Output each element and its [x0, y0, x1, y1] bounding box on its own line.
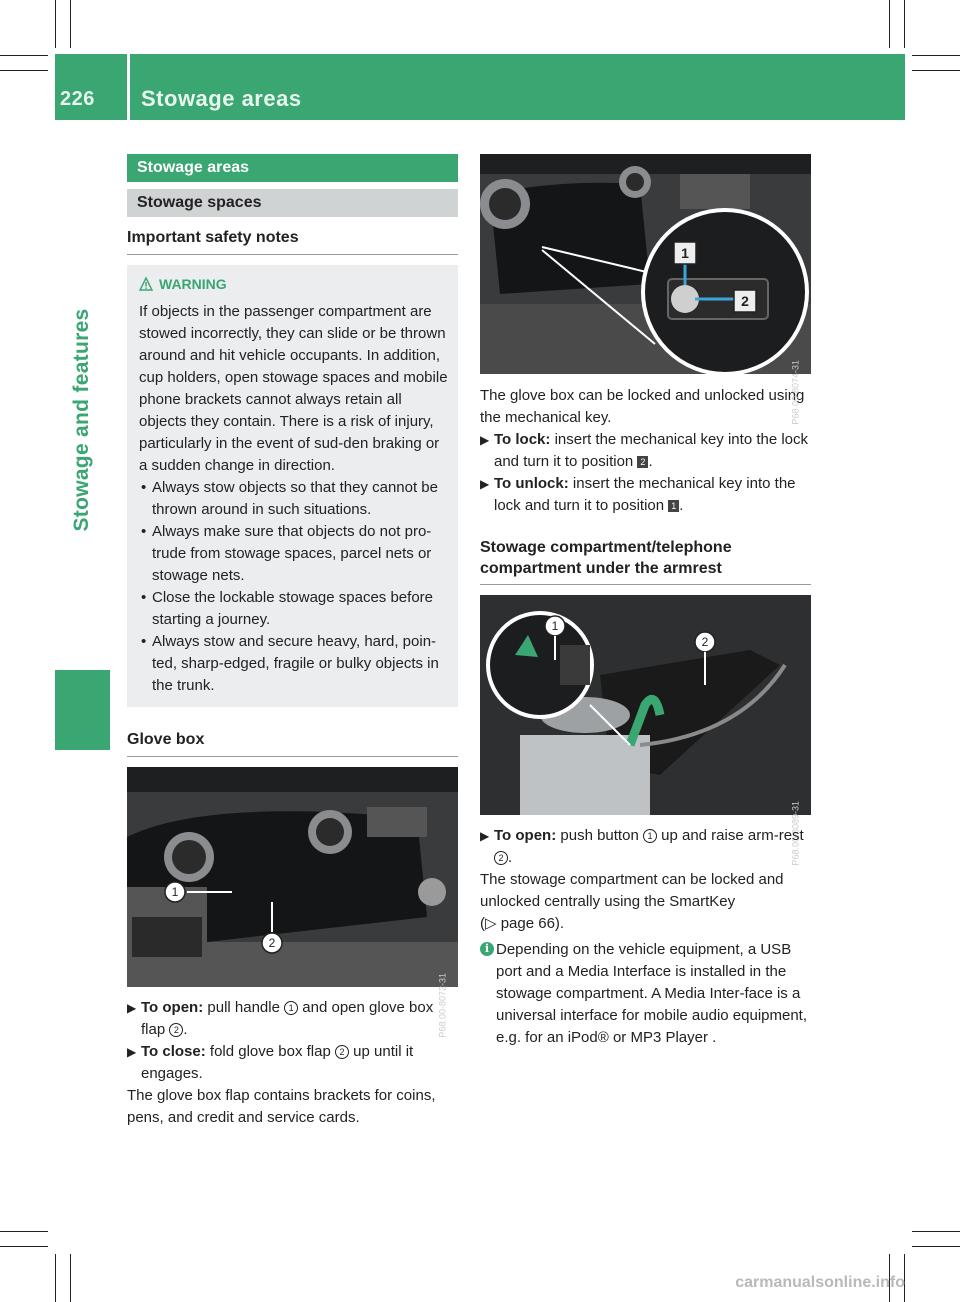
step-text-end: .	[183, 1021, 188, 1038]
chapter-tab-label: Stowage and features	[70, 308, 93, 532]
header-divider	[127, 54, 130, 120]
armrest-heading: Stowage compartment/telephone compartment under the armrest	[480, 537, 811, 585]
step-text-end: .	[679, 497, 684, 514]
list-item: • Always stow objects so that they cannot be thrown around in such situations.	[139, 477, 448, 521]
svg-text:1: 1	[681, 245, 689, 261]
crop-mark	[70, 1254, 71, 1302]
warning-label: WARNING	[159, 276, 227, 292]
step-text: insert the mechanical key into the lock and turn it to position	[494, 475, 796, 514]
armrest-open-step	[480, 825, 811, 869]
crop-mark	[912, 1231, 960, 1232]
crop-mark	[904, 0, 905, 48]
svg-text:2: 2	[741, 293, 749, 309]
crop-mark	[70, 0, 71, 48]
step-text: insert the mechanical key into the lock and turn it to position	[494, 431, 809, 470]
list-item: • Close the lockable stowage spaces before starting a journey.	[139, 587, 448, 631]
info-icon: i	[480, 942, 494, 956]
section-heading: Stowage areas	[127, 154, 458, 182]
lock-illustration	[480, 154, 811, 374]
step-text: and open glove box flap	[141, 999, 434, 1038]
armrest-description: The stowage compartment can be locked and unlocked centrally using the SmartKey	[480, 871, 784, 910]
callout-2-icon: 2	[335, 1045, 349, 1059]
unlock-step	[480, 473, 811, 517]
svg-text:1: 1	[171, 885, 179, 899]
step-label: To unlock:	[494, 475, 569, 492]
warning-bullets	[139, 477, 448, 697]
crop-mark	[0, 70, 48, 71]
photo-part-code: P68.00-8074-31	[791, 360, 801, 425]
right-column	[480, 154, 811, 1049]
page-reference-link[interactable]: (▷ page 66).	[480, 915, 565, 932]
page-number: 226	[60, 88, 95, 110]
svg-text:2: 2	[268, 936, 276, 950]
crop-mark	[912, 70, 960, 71]
step-text: up and raise arm-rest	[661, 827, 804, 844]
crop-mark	[0, 55, 48, 56]
svg-text:1: 1	[551, 619, 559, 633]
footer-watermark: carmanualsonline.info	[735, 1274, 905, 1291]
page-title: Stowage areas	[141, 86, 302, 111]
subsection-heading: Stowage spaces	[127, 189, 458, 217]
step-text: push button	[560, 827, 639, 844]
crop-mark	[55, 1254, 56, 1302]
info-text: Depending on the vehicle equipment, a USB port and a Media Interface is installed in the stowage compartment. A Media Inter-face is a universal interface for mobile audio equipment, e.g. for an iPod® or MP3 Player .	[496, 941, 808, 1046]
callout-2-icon: 2	[494, 851, 508, 865]
open-step	[127, 997, 458, 1041]
step-label: To open:	[141, 999, 204, 1016]
callout-1-icon: 1	[284, 1001, 298, 1015]
crop-mark	[55, 0, 56, 48]
step-text-end: .	[648, 453, 653, 470]
step-arrow-icon: ▶	[127, 1045, 137, 1059]
warning-triangle-icon	[139, 277, 153, 291]
left-column	[127, 154, 458, 1129]
step-text: up until it engages.	[141, 1043, 414, 1082]
step-label: To close:	[141, 1043, 206, 1060]
list-item: • Always make sure that objects do not pro-trude from stowage spaces, parcel nets or stowage nets.	[139, 521, 448, 587]
step-label: To open:	[494, 827, 557, 844]
crop-mark	[912, 1246, 960, 1247]
position-1-icon: 1	[668, 500, 679, 512]
warning-title	[139, 273, 448, 295]
crop-mark	[912, 55, 960, 56]
step-label: To lock:	[494, 431, 551, 448]
crop-mark	[0, 1231, 48, 1232]
glovebox-description: The glove box flap contains brackets for coins, pens, and credit and service cards.	[127, 1087, 436, 1126]
glovebox-heading: Glove box	[127, 729, 458, 757]
step-arrow-icon: ▶	[480, 829, 490, 843]
safety-heading: Important safety notes	[127, 227, 458, 255]
step-text: fold glove box flap	[209, 1043, 331, 1060]
step-text-end: .	[508, 849, 513, 866]
lock-step	[480, 429, 811, 473]
lock-intro: The glove box can be locked and unlocked using the mechanical key.	[480, 387, 805, 426]
svg-text:2: 2	[701, 635, 709, 649]
step-arrow-icon: ▶	[480, 477, 490, 491]
callout-2-icon: 2	[169, 1023, 183, 1037]
photo-part-code: P68.00-8089-31	[791, 801, 801, 866]
step-text: pull handle	[207, 999, 280, 1016]
warning-text: If objects in the passenger compartment are stowed incorrectly, they can slide or be thrown around and hit vehicle occupants. In addition, cup holders, open stowage spaces and mobile phone brackets cannot always retain all objects they contain. There is a risk of injury, particularly in the event of sud-den braking or a sudden change in direction.	[139, 303, 448, 474]
chapter-tab-marker	[55, 670, 110, 750]
step-arrow-icon: ▶	[480, 433, 490, 447]
armrest-illustration	[480, 595, 811, 815]
position-2-icon: 2	[637, 456, 648, 468]
crop-mark	[889, 0, 890, 48]
glovebox-illustration	[127, 767, 458, 987]
step-arrow-icon: ▶	[127, 1001, 137, 1015]
crop-mark	[0, 1246, 48, 1247]
info-note	[480, 939, 811, 1049]
warning-box	[127, 265, 458, 707]
close-step	[127, 1041, 458, 1085]
photo-part-code: P68.00-8072-31	[438, 973, 448, 1038]
callout-1-icon: 1	[643, 829, 657, 843]
list-item: • Always stow and secure heavy, hard, poin-ted, sharp-edged, fragile or bulky objects in the trunk.	[139, 631, 448, 697]
